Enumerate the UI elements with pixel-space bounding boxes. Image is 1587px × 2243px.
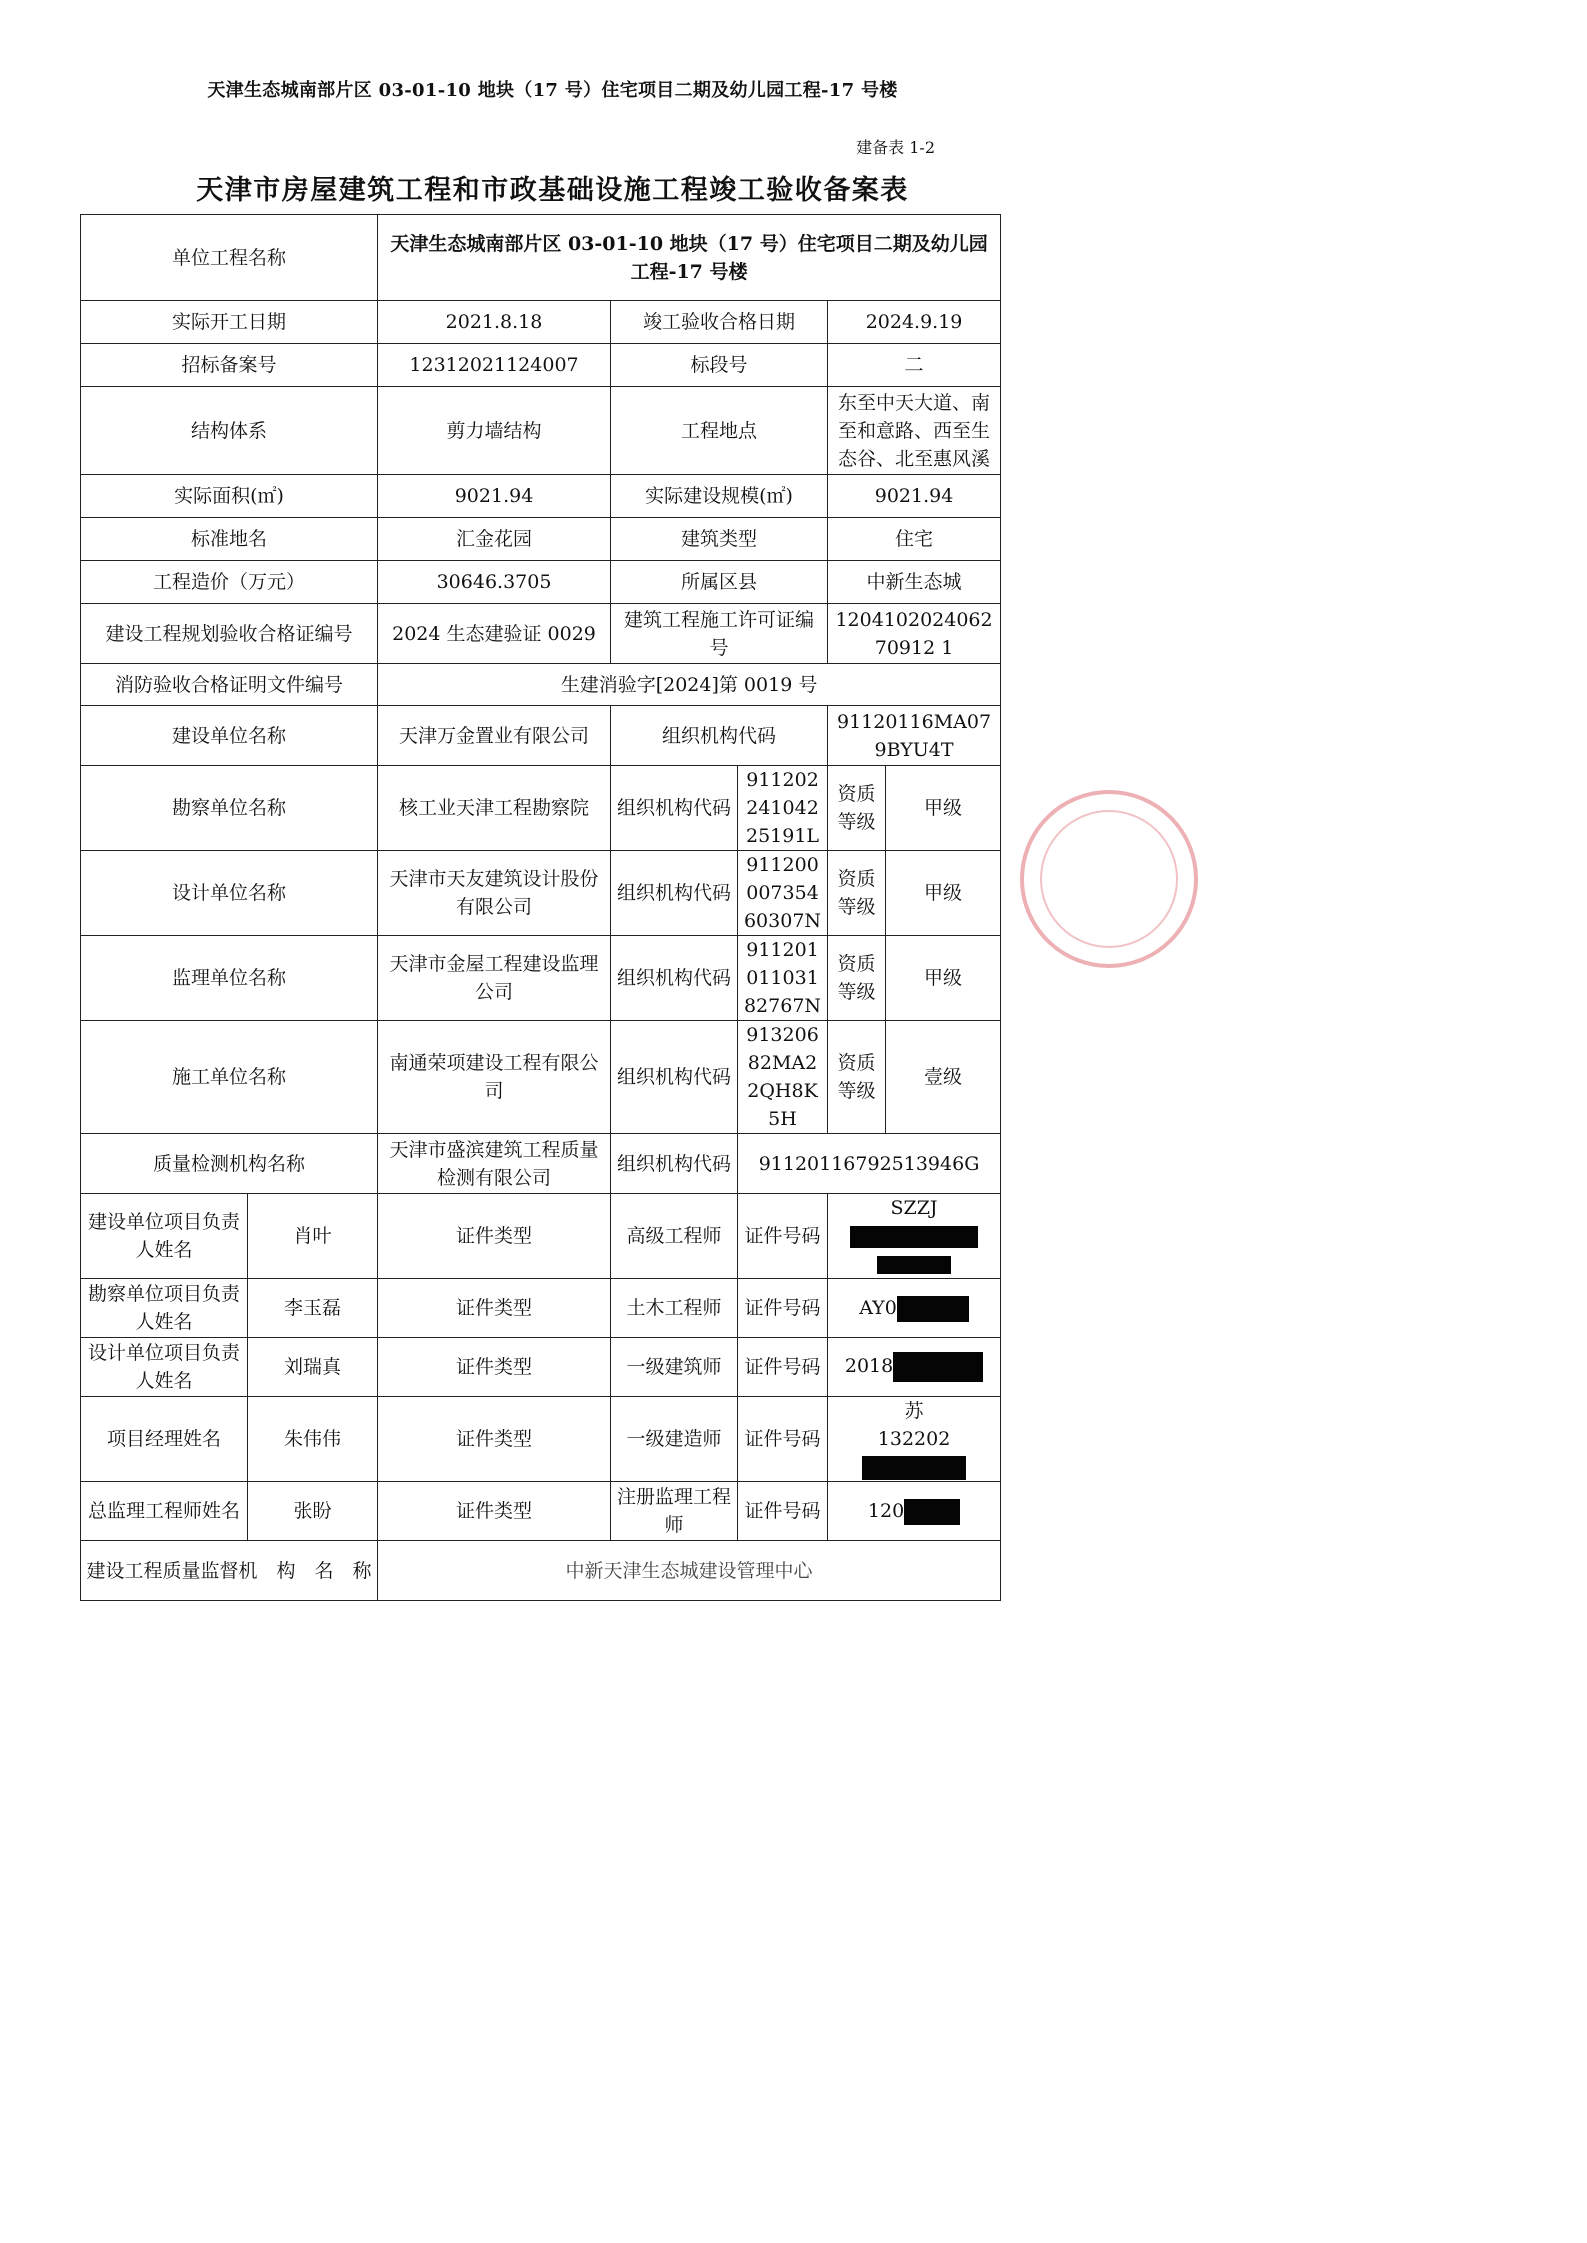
acceptance-record-table [80,214,1001,1601]
value-district: 中新生态城 [828,561,1001,604]
label-design-lead-cert-type: 证件类型 [378,1338,611,1397]
value-project-manager-cert-type: 一级建造师 [611,1397,738,1482]
label-design-lead: 设计单位项目负责人姓名 [81,1338,248,1397]
row-dates [81,301,1001,344]
official-seal [1020,790,1198,968]
value-construction-name: 南通荣项建设工程有限公司 [378,1021,611,1134]
row-chief-supervisor [81,1482,1001,1541]
label-unit-name: 单位工程名称 [81,215,378,301]
row-survey-lead [81,1279,1001,1338]
value-design-org-code: 91120000735460307N [738,851,828,936]
label-acceptance-date: 竣工验收合格日期 [611,301,828,344]
redaction-block [904,1499,960,1525]
redaction-block [893,1352,983,1382]
row-testing [81,1134,1001,1194]
value-survey-lead-cert-no [828,1279,1001,1338]
label-builder-lead-cert-type: 证件类型 [378,1194,611,1279]
cert-no-visible: SZZJ [890,1197,938,1219]
cert-no-visible: 120 [867,1500,905,1522]
value-chief-supervisor-name: 张盼 [248,1482,378,1541]
label-chief-supervisor-cert-type: 证件类型 [378,1482,611,1541]
value-builder-lead-name: 肖叶 [248,1194,378,1279]
row-builder [81,706,1001,766]
label-chief-supervisor: 总监理工程师姓名 [81,1482,248,1541]
label-std-name: 标准地名 [81,518,378,561]
value-unit-name: 天津生态城南部片区 03-01-10 地块（17 号）住宅项目二期及幼儿园工程-17 号楼 [378,215,1001,301]
value-design-lead-cert-type: 一级建筑师 [611,1338,738,1397]
row-survey [81,766,1001,851]
value-survey-lead-cert-type: 土木工程师 [611,1279,738,1338]
label-testing-org-code: 组织机构代码 [611,1134,738,1194]
project-header: 天津生态城南部片区 03-01-10 地块（17 号）住宅项目二期及幼儿园工程-17 号楼 [207,80,898,101]
label-supervision-org-code: 组织机构代码 [611,936,738,1021]
value-testing-org-code: 91120116792513946G [738,1134,1001,1194]
value-area: 9021.94 [378,475,611,518]
label-builder-lead: 建设单位项目负责人姓名 [81,1194,248,1279]
row-construction [81,1021,1001,1134]
label-fire-cert: 消防验收合格证明文件编号 [81,664,378,706]
value-design-grade: 甲级 [886,851,1001,936]
redaction-block [897,1296,969,1322]
label-construction: 施工单位名称 [81,1021,378,1134]
row-quality-agency [81,1541,1001,1601]
value-supervision-org-code: 91120101103182767N [738,936,828,1021]
label-builder-org-code: 组织机构代码 [611,706,828,766]
label-planning-cert: 建设工程规划验收合格证编号 [81,604,378,664]
value-planning-cert: 2024 生态建验证 0029 [378,604,611,664]
row-area [81,475,1001,518]
row-builder-lead [81,1194,1001,1279]
redaction-block [877,1256,951,1274]
label-survey-grade: 资质等级 [828,766,886,851]
label-survey-org-code: 组织机构代码 [611,766,738,851]
value-start-date: 2021.8.18 [378,301,611,344]
label-design-lead-cert-no: 证件号码 [738,1338,828,1397]
row-tender [81,344,1001,387]
cert-no-visible: AY0 [859,1297,897,1319]
value-project-manager-cert-no [828,1397,1001,1482]
label-design: 设计单位名称 [81,851,378,936]
label-start-date: 实际开工日期 [81,301,378,344]
value-project-manager-name: 朱伟伟 [248,1397,378,1482]
row-planning [81,604,1001,664]
label-chief-supervisor-cert-no: 证件号码 [738,1482,828,1541]
value-construction-grade: 壹级 [886,1021,1001,1134]
official-seal-inner-ring [1040,810,1178,948]
value-survey-lead-name: 李玉磊 [248,1279,378,1338]
row-supervision [81,936,1001,1021]
label-district: 所属区县 [611,561,828,604]
value-builder-name: 天津万金置业有限公司 [378,706,611,766]
value-std-name: 汇金花园 [378,518,611,561]
value-location: 东至中天大道、南至和意路、西至生态谷、北至惠风溪 [828,387,1001,475]
label-tender-no: 招标备案号 [81,344,378,387]
value-chief-supervisor-cert-type: 注册监理工程师 [611,1482,738,1541]
label-construction-org-code: 组织机构代码 [611,1021,738,1134]
row-unit-name [81,215,1001,301]
value-chief-supervisor-cert-no [828,1482,1001,1541]
value-testing-name: 天津市盛滨建筑工程质量检测有限公司 [378,1134,611,1194]
cert-no-visible: 苏 [904,1400,924,1422]
cert-no-visible: 132202 [877,1428,951,1450]
value-construction-org-code: 91320682MA22QH8K5H [738,1021,828,1134]
value-design-lead-name: 刘瑞真 [248,1338,378,1397]
label-builder-lead-cert-no: 证件号码 [738,1194,828,1279]
value-quality-agency: 中新天津生态城建设管理中心 [378,1541,1001,1601]
label-cost: 工程造价（万元） [81,561,378,604]
label-building-type: 建筑类型 [611,518,828,561]
value-permit-no: 120410202406270912 1 [828,604,1001,664]
redaction-block [850,1226,978,1248]
label-survey-lead: 勘察单位项目负责人姓名 [81,1279,248,1338]
value-design-lead-cert-no [828,1338,1001,1397]
row-cost [81,561,1001,604]
label-structure: 结构体系 [81,387,378,475]
value-cost: 30646.3705 [378,561,611,604]
label-construction-grade: 资质等级 [828,1021,886,1134]
value-builder-lead-cert-no [828,1194,1001,1279]
label-testing: 质量检测机构名称 [81,1134,378,1194]
value-survey-org-code: 91120224104225191L [738,766,828,851]
label-supervision-grade: 资质等级 [828,936,886,1021]
label-design-org-code: 组织机构代码 [611,851,738,936]
label-supervision: 监理单位名称 [81,936,378,1021]
label-survey-lead-cert-no: 证件号码 [738,1279,828,1338]
row-project-manager [81,1397,1001,1482]
value-supervision-grade: 甲级 [886,936,1001,1021]
value-building-type: 住宅 [828,518,1001,561]
value-design-name: 天津市天友建筑设计股份有限公司 [378,851,611,936]
redaction-block [862,1456,966,1480]
value-acceptance-date: 2024.9.19 [828,301,1001,344]
value-survey-grade: 甲级 [886,766,1001,851]
label-project-manager-cert-type: 证件类型 [378,1397,611,1482]
value-survey-name: 核工业天津工程勘察院 [378,766,611,851]
row-design [81,851,1001,936]
value-structure: 剪力墙结构 [378,387,611,475]
label-survey-lead-cert-type: 证件类型 [378,1279,611,1338]
value-builder-org-code: 91120116MA079BYU4T [828,706,1001,766]
cert-no-visible: 2018 [844,1355,894,1377]
row-std-name [81,518,1001,561]
value-supervision-name: 天津市金屋工程建设监理公司 [378,936,611,1021]
label-location: 工程地点 [611,387,828,475]
value-scale: 9021.94 [828,475,1001,518]
form-number: 建备表 1-2 [856,138,935,157]
label-design-grade: 资质等级 [828,851,886,936]
label-survey: 勘察单位名称 [81,766,378,851]
value-tender-no: 12312021124007 [378,344,611,387]
page-title: 天津市房屋建筑工程和市政基础设施工程竣工验收备案表 [196,175,909,206]
value-fire-cert: 生建消验字[2024]第 0019 号 [378,664,1001,706]
label-project-manager: 项目经理姓名 [81,1397,248,1482]
value-section-no: 二 [828,344,1001,387]
value-builder-lead-cert-type: 高级工程师 [611,1194,738,1279]
row-design-lead [81,1338,1001,1397]
label-area: 实际面积(㎡) [81,475,378,518]
label-section-no: 标段号 [611,344,828,387]
label-quality-agency: 建设工程质量监督机 构 名 称 [81,1541,378,1601]
label-scale: 实际建设规模(㎡) [611,475,828,518]
row-structure [81,387,1001,475]
label-permit-no: 建筑工程施工许可证编号 [611,604,828,664]
label-project-manager-cert-no: 证件号码 [738,1397,828,1482]
row-fire [81,664,1001,706]
label-builder: 建设单位名称 [81,706,378,766]
